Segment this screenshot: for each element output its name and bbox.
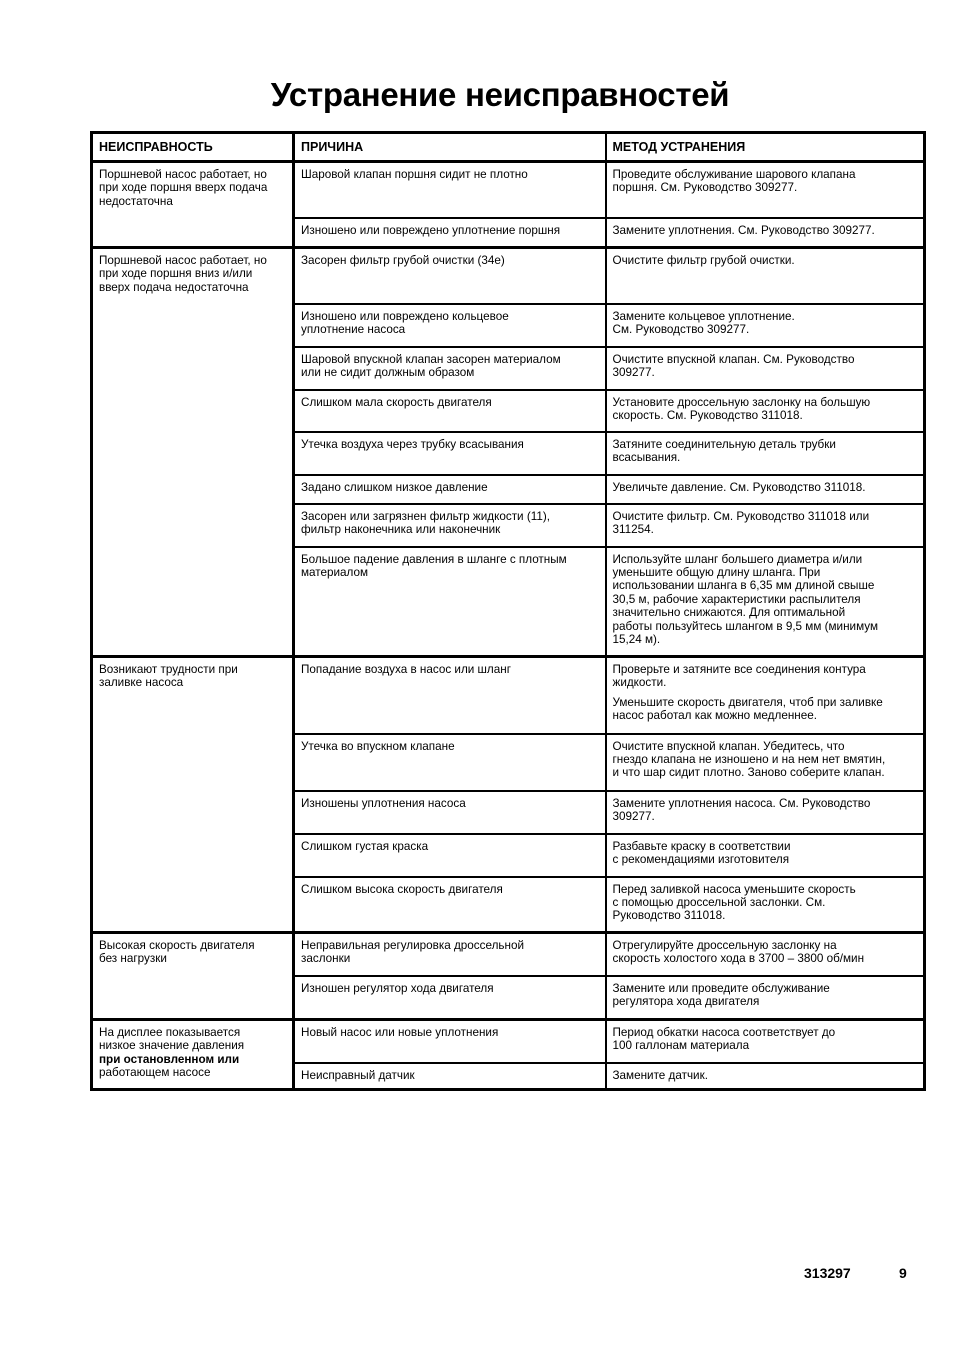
cause-cell: Неисправный датчик [294,1063,606,1090]
remedy-text: Отрегулируйте дроссельную заслонку на скорость холостого хода в 3700 – 3800 об/мин [612,939,865,966]
remedy-cell [606,248,925,304]
remedy-text: Установите дроссельную заслонку на большую скорость. См. Руководство 311018. [612,395,871,422]
remedy-cell [606,547,925,657]
remedy-cell [606,475,925,504]
remedy-cell [606,218,925,248]
fault-cell [92,248,294,657]
remedy-text: Затяните соединительную деталь трубки всасывания. [612,437,836,464]
cause-cell: Изношено или повреждено кольцевое уплотнение насоса [294,304,606,347]
cause-cell: Засорен или загрязнен фильтр жидкости (11), фильтр наконечника или наконечник [294,504,606,547]
fault-text-bold: при остановленном или [99,1052,240,1066]
document-number: 313297 [804,1265,851,1281]
fault-cell [92,162,294,248]
cause-cell: Большое падение давления в шланге с плотным материалом [294,547,606,657]
remedy-text: Замените или проведите обслуживание регулятора хода двигателя [612,981,830,1008]
fault-text: Возникают трудности при заливке насоса [99,663,238,690]
remedy-text: Период обкатки насоса соответствует до 100 галлонам материала [612,1026,836,1053]
remedy-text: Перед заливкой насоса уменьшите скорость с помощью дроссельной заслонки. См. Руководство 311018. [612,882,856,923]
remedy-cell [606,877,925,933]
remedy-text: Увеличьте давление. См. Руководство 311018. [612,480,866,494]
cause-cell: Попадание воздуха в насос или шланг [294,657,606,734]
cause-cell: Шаровой клапан поршня сидит не плотно [294,162,606,218]
fault-text: Поршневой насос работает, но при ходе поршня вниз и/или вверх подача недостаточна [99,254,267,294]
remedy-text: Очистите впускной клапан. Убедитесь, что гнездо клапана не изношено и на нем нет вмятин, и что шар сидит плотно. Заново соберите клапан. [612,739,886,780]
remedy-text: Разбавьте краску в соответствии с рекомендациями изготовителя [612,839,791,866]
cause-cell: Изношены уплотнения насоса [294,791,606,834]
remedy-text: Очистите фильтр грубой очистки. [612,254,795,267]
cause-cell: Задано слишком низкое давление [294,475,606,504]
cause-cell: Неправильная регулировка дроссельной заслонки [294,933,606,976]
cause-cell: Слишком мала скорость двигателя [294,390,606,432]
remedy-cell [606,504,925,547]
cause-cell: Шаровой впускной клапан засорен материалом или не сидит должным образом [294,347,606,390]
remedy-text: Проверьте и затяните все соединения контура жидкости. [612,663,866,690]
fault-text: Высокая скорость двигателя без нагрузки [99,939,255,966]
remedy-cell [606,976,925,1020]
remedy-text: Очистите фильтр. См. Руководство 311018 или 311254. [612,509,870,536]
page-title: Устранение неисправностей [270,76,730,113]
remedy-text: Замените уплотнения. См. Руководство 309277. [612,223,875,237]
cause-cell: Слишком высока скорость двигателя [294,877,606,933]
remedy-cell [606,390,925,432]
table-row [92,933,925,976]
cause-cell: Слишком густая краска [294,834,606,877]
cause-cell: Утечка во впускном клапане [294,734,606,791]
remedy-text: Замените уплотнения насоса. См. Руководство 309277. [612,796,871,823]
troubleshooting-table [90,131,926,1091]
cause-cell: Новый насос или новые уплотнения [294,1020,606,1063]
fault-text: Поршневой насос работает, но при ходе поршня вверх подача недостаточна [99,168,268,208]
fault-text-tail: работающем насосе [99,1066,211,1080]
fault-text: На дисплее показывается низкое значение давления [99,1026,245,1053]
header-cause: ПРИЧИНА [294,133,606,162]
remedy-cell [606,162,925,218]
fault-cell [92,1020,294,1090]
remedy-cell [606,657,925,734]
table-row [92,162,925,218]
remedy-cell [606,834,925,877]
cause-cell: Изношен регулятор хода двигателя [294,976,606,1020]
remedy-text: Используйте шланг большего диаметра и/или уменьшите общую длину шланга. При использовании шланга в 6,35 мм длиной свыше 30,5 м, рабочие характеристики распылителя значительно снижаются. Для оптимальной работы пользуйтесь шлангом в 9,5 мм (минимум 15,24 м). [612,552,878,646]
remedy-cell [606,791,925,834]
cause-cell: Засорен фильтр грубой очистки (34e) [294,248,606,304]
cause-cell: Изношено или повреждено уплотнение поршня [294,218,606,248]
remedy-text: Проведите обслуживание шарового клапана поршня. См. Руководство 309277. [612,168,856,195]
cause-cell: Утечка воздуха через трубку всасывания [294,432,606,475]
table-row [92,248,925,304]
remedy-cell [606,1063,925,1090]
page-number: 9 [899,1265,907,1281]
fault-cell [92,933,294,1020]
remedy-text: Очистите впускной клапан. См. Руководство 309277. [612,352,855,379]
table-row [92,657,925,734]
remedy-cell [606,347,925,390]
fault-cell [92,657,294,933]
remedy-cell [606,933,925,976]
header-fault: НЕИСПРАВНОСТЬ [92,133,294,162]
remedy-text: Замените датчик. [612,1068,708,1082]
header-remedy: МЕТОД УСТРАНЕНИЯ [606,133,925,162]
table-row [92,1020,925,1063]
remedy-text: Замените кольцевое уплотнение. См. Руководство 309277. [612,309,795,336]
remedy-cell [606,304,925,347]
remedy-text-2: Уменьшите скорость двигателя, чтоб при заливке насос работал как можно медленнее. [612,695,883,723]
remedy-cell [606,432,925,475]
remedy-cell [606,1020,925,1063]
remedy-cell [606,734,925,791]
table-header-row [92,133,925,162]
